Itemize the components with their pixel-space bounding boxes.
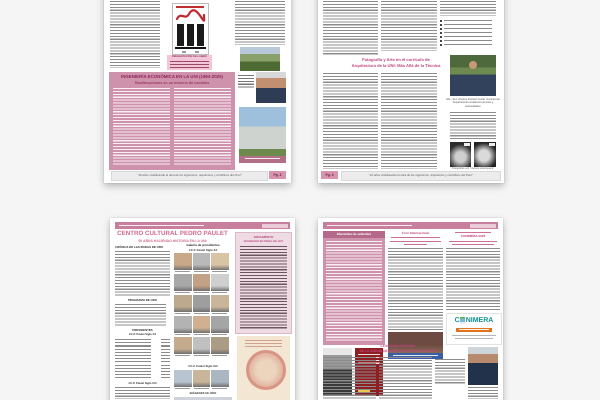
president-portrait: [174, 253, 192, 272]
conimera-logo: [447, 317, 501, 324]
page2-right-column-text: [235, 1, 285, 45]
president-portrait: [211, 274, 229, 293]
masthead-date-chip: [470, 224, 496, 228]
heading-siglo20-list: CC.P. Paulet Siglo XX: [128, 333, 157, 336]
heading-presidentes: PRESIDENTES: [132, 327, 153, 332]
document-faint-text: [245, 340, 282, 347]
conimera-heading-line: [452, 244, 494, 245]
history-title-line2: DE LA UNIDAD DE INVESTIGACIÓN DE LA FIEECS: [359, 349, 437, 353]
footer-quote: “18 años visibilizando la obra de los ingenieros, arquitectos y científicos del Perú”: [111, 171, 268, 181]
president-portrait: [174, 370, 192, 389]
photography-article-title-line2: Arquitectura de la UNI: Más Allá de la Técnica: [351, 62, 441, 68]
feature-article-panel: [109, 72, 235, 170]
president-portrait: [174, 337, 192, 356]
masthead-date-chip: [262, 224, 288, 228]
photography-article-title-line1: Fotografía y Arte en el currículo de: [362, 56, 430, 62]
foro-heading-line: [390, 241, 441, 242]
president-portrait: [193, 274, 211, 293]
sepia-document-image: [237, 336, 290, 400]
ephemerides-box: [323, 231, 385, 345]
page-4-thumbnail[interactable]: [110, 218, 295, 400]
uni-gear-seal: [246, 350, 286, 390]
page3-column-text: [440, 1, 496, 16]
conimera-article-text: [446, 248, 500, 311]
book-presentation-box: [167, 55, 212, 70]
conimera-banner: [456, 328, 492, 332]
footer-quote: “18 años visibilizando la obra de los ingenieros, arquitectos y científicos del Perú”: [341, 171, 501, 181]
foro-heading: Foro Internacional: [402, 230, 429, 235]
heading-siglo21-list: CC.P. Paulet Siglo XXI: [128, 382, 157, 385]
document-box-title-line2: APARECIDO EN PAPEL DE 1977: [243, 239, 284, 243]
document-box-title-line1: DOCUMENTO: [253, 235, 274, 239]
page3-body-column: [381, 73, 437, 169]
document-box-text: [240, 246, 287, 329]
conimera-caption-line: [452, 335, 496, 336]
book-cover-logo: [182, 51, 186, 54]
book-cover-logo: [195, 51, 199, 54]
conimera-logo-text-left: C: [454, 317, 460, 324]
campus-building-photo: [239, 107, 286, 163]
page-3-thumbnail[interactable]: [318, 0, 504, 183]
page3-column-text: [381, 1, 437, 51]
book-cover-red-scribble: [175, 9, 206, 23]
page-2-thumbnail[interactable]: [104, 0, 291, 183]
feature-subtitle: Reafirmaciones en un entorno de cambios: [134, 80, 210, 85]
conimera-caption-line: [455, 338, 493, 339]
portrait-face: [469, 61, 477, 69]
heading-programa: PROGRAMA DE ORO: [127, 298, 158, 302]
photo-caption-strip: [239, 156, 286, 163]
conimera-heading: CONIMERA 2025: [460, 234, 486, 238]
researcher-caption-text: [468, 387, 498, 399]
book-presentation-details: [170, 61, 209, 69]
golden-anniversary-group-photo: [174, 397, 232, 400]
foro-heading-line: [404, 244, 427, 245]
book-cover-tower: [197, 24, 204, 46]
history-photo-caption-text: [435, 359, 465, 384]
page-number-badge: Pg. 2: [269, 171, 286, 179]
photo-caption-text: [245, 158, 280, 161]
author-portrait-photo: [256, 72, 286, 103]
researcher-portrait-photo: [468, 347, 498, 385]
group-photo: [240, 47, 280, 71]
photo-label-chip: [489, 143, 495, 146]
president-portrait: [174, 316, 192, 335]
history-column-text: [379, 357, 432, 400]
siglo21-list-text: [115, 387, 170, 399]
president-portrait: [174, 274, 192, 293]
book-cover-tower: [187, 24, 194, 46]
ephemerides-title: Efemérides de setiembre: [336, 231, 372, 236]
book-presentation-title: PRESENTACIÓN DEL LIBRO: [171, 55, 208, 58]
cronica-text: [115, 251, 170, 297]
history-title-line1: LA INTENSA HISTORIA: [380, 344, 416, 348]
conimera-heading-line: [449, 241, 497, 242]
president-portrait: [211, 370, 229, 389]
programa-text: [115, 304, 166, 326]
photo-label-chip: [464, 143, 470, 146]
foro-article-text: [388, 248, 443, 330]
pinhole-photo-1: [450, 142, 471, 167]
gallery-heading: Galería de presidentes: [186, 243, 220, 247]
masthead-bar: [323, 222, 498, 229]
professor-caption: MG. / B.A. Rosana Pacheco Durán, Docente del Departamento Académico de Artes y Humanidades: [446, 98, 500, 108]
president-portrait: [211, 253, 229, 272]
gallery-imagenes-heading: IMÁGENES DE ORO: [189, 391, 217, 395]
president-portrait: [193, 337, 211, 356]
page3-column-text: [323, 1, 378, 55]
presidents-portrait-grid-xxi: [174, 370, 232, 391]
paulet-subtitle: 50 AÑOS HACIENDO HISTORIA EN LA UNI: [138, 238, 207, 243]
paulet-title: CENTRO CULTURAL PEDRO PAULET: [117, 230, 228, 237]
conimera-logo-building-icon: [460, 317, 465, 324]
masthead-text: [327, 225, 412, 227]
conimera-logo-block: [446, 313, 502, 345]
masthead-text: [119, 225, 204, 227]
president-row: [115, 376, 170, 379]
historic-document-box: [235, 232, 292, 334]
pinhole-photos-caption: Fotografías con “cámara estenopeica”: [451, 167, 495, 170]
professor-portrait-photo: [450, 55, 496, 96]
foro-heading-line: [391, 237, 440, 238]
book-cover-image: [172, 3, 209, 55]
book-cover-tower: [177, 24, 184, 46]
president-portrait: [174, 295, 192, 314]
heading-cronica: CRÓNICA DE LAS BODAS DE ORO: [115, 244, 164, 249]
page-number-badge: Pg. 3: [321, 171, 338, 179]
feature-column-text: [113, 88, 170, 166]
president-portrait: [211, 295, 229, 314]
feature-title: INGENIERÍA ECONÓMICA EN LA UNI (1964-2025): [121, 73, 223, 79]
ephemerides-text: [326, 241, 382, 341]
page3-body-column: [323, 73, 378, 169]
president-portrait: [193, 253, 211, 272]
president-portrait: [211, 337, 229, 356]
president-portrait: [193, 370, 211, 389]
presidents-portrait-grid-xx: [174, 253, 232, 358]
book-cover-band: [175, 47, 206, 49]
presidents-name-year-list: [115, 338, 170, 379]
president-portrait: [193, 295, 211, 314]
author-caption-text: [238, 75, 254, 88]
ephemerides-title-strip: [323, 231, 385, 238]
masthead-bar: [115, 222, 290, 229]
bullet-list: [440, 19, 496, 47]
pinhole-photo-2: [474, 142, 496, 167]
president-portrait: [211, 316, 229, 335]
page3-right-column-text: [450, 112, 496, 139]
page-5-thumbnail[interactable]: [318, 218, 503, 400]
president-portrait: [193, 316, 211, 335]
conimera-banner-text: [459, 329, 489, 330]
gallery-subheading: CC.P. Paulet Siglo XX: [188, 247, 218, 252]
book-cover-title-line: [176, 6, 204, 8]
conimera-logo-text-right: NIMERA: [465, 317, 494, 324]
history-column-text: [323, 357, 376, 400]
gallery-siglo21-heading: CC.P. Paulet Siglo XXI: [188, 364, 218, 368]
feature-column-text: [174, 88, 231, 166]
page2-left-column-text: [110, 1, 160, 68]
